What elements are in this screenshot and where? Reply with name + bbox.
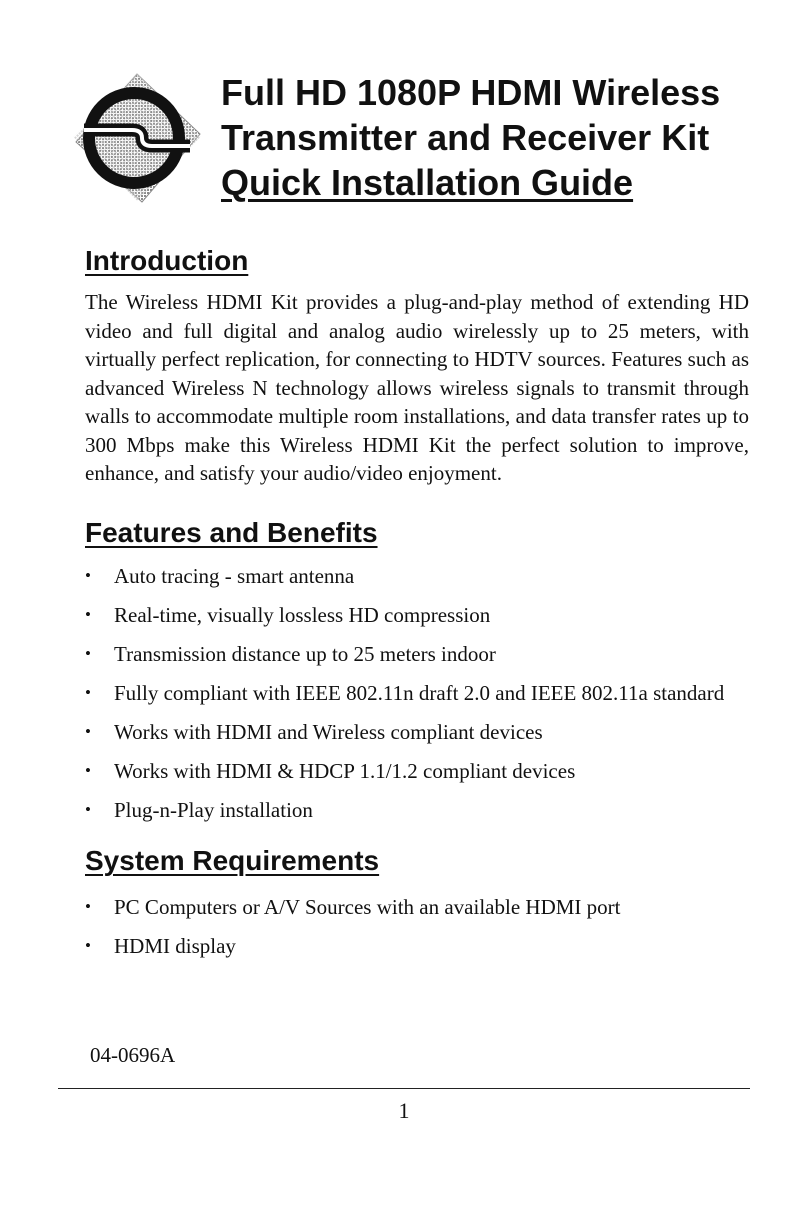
page-number: 1 bbox=[398, 1098, 410, 1123]
list-item: • Works with HDMI & HDCP 1.1/1.2 compliant devices bbox=[85, 759, 576, 783]
title-line-3: Quick Installation Guide bbox=[221, 162, 634, 203]
bullet-icon: • bbox=[85, 605, 91, 624]
bullet-icon: • bbox=[85, 566, 91, 585]
list-item: • Auto tracing - smart antenna bbox=[85, 564, 355, 588]
bullet-icon: • bbox=[85, 722, 91, 741]
features-list bbox=[85, 562, 724, 835]
list-item: • Plug-n-Play installation bbox=[85, 798, 313, 822]
introduction-body: The Wireless HDMI Kit provides a plug-and-play method of extending HD video and full digital and analog audio wirelessly up to 25 meters, with virtually perfect replication, for connecting to HDTV sources. Features such as advanced Wireless N technology allows wireless signals to transmit through walls to accommodate multiple room installations, and data transfer rates up to 300 Mbps make this Wireless HDMI Kit the perfect solution to improve, enhance, and satisfy your audio/video enjoyment. bbox=[85, 290, 749, 485]
document-title bbox=[221, 70, 720, 205]
footer-divider bbox=[58, 1088, 750, 1089]
requirements-heading: System Requirements bbox=[85, 845, 380, 876]
siig-logo-icon bbox=[72, 72, 202, 204]
list-item: • Fully compliant with IEEE 802.11n draft 2.0 and IEEE 802.11a standard bbox=[85, 681, 725, 705]
bullet-icon: • bbox=[85, 644, 91, 663]
bullet-icon: • bbox=[85, 936, 91, 955]
list-item: • PC Computers or A/V Sources with an available HDMI port bbox=[85, 895, 621, 919]
features-heading: Features and Benefits bbox=[85, 517, 378, 548]
list-item: • Real-time, visually lossless HD compression bbox=[85, 603, 491, 627]
title-line-1: Full HD 1080P HDMI Wireless bbox=[221, 72, 721, 113]
document-number: 04-0696A bbox=[90, 1043, 176, 1067]
list-item: • HDMI display bbox=[85, 934, 236, 958]
bullet-icon: • bbox=[85, 761, 91, 780]
title-line-2: Transmitter and Receiver Kit bbox=[221, 117, 710, 158]
bullet-icon: • bbox=[85, 683, 91, 702]
bullet-icon: • bbox=[85, 897, 91, 916]
list-item: • Works with HDMI and Wireless compliant devices bbox=[85, 720, 543, 744]
list-item: • Transmission distance up to 25 meters indoor bbox=[85, 642, 496, 666]
introduction-heading: Introduction bbox=[85, 245, 249, 276]
requirements-list bbox=[85, 893, 620, 971]
bullet-icon: • bbox=[85, 800, 91, 819]
